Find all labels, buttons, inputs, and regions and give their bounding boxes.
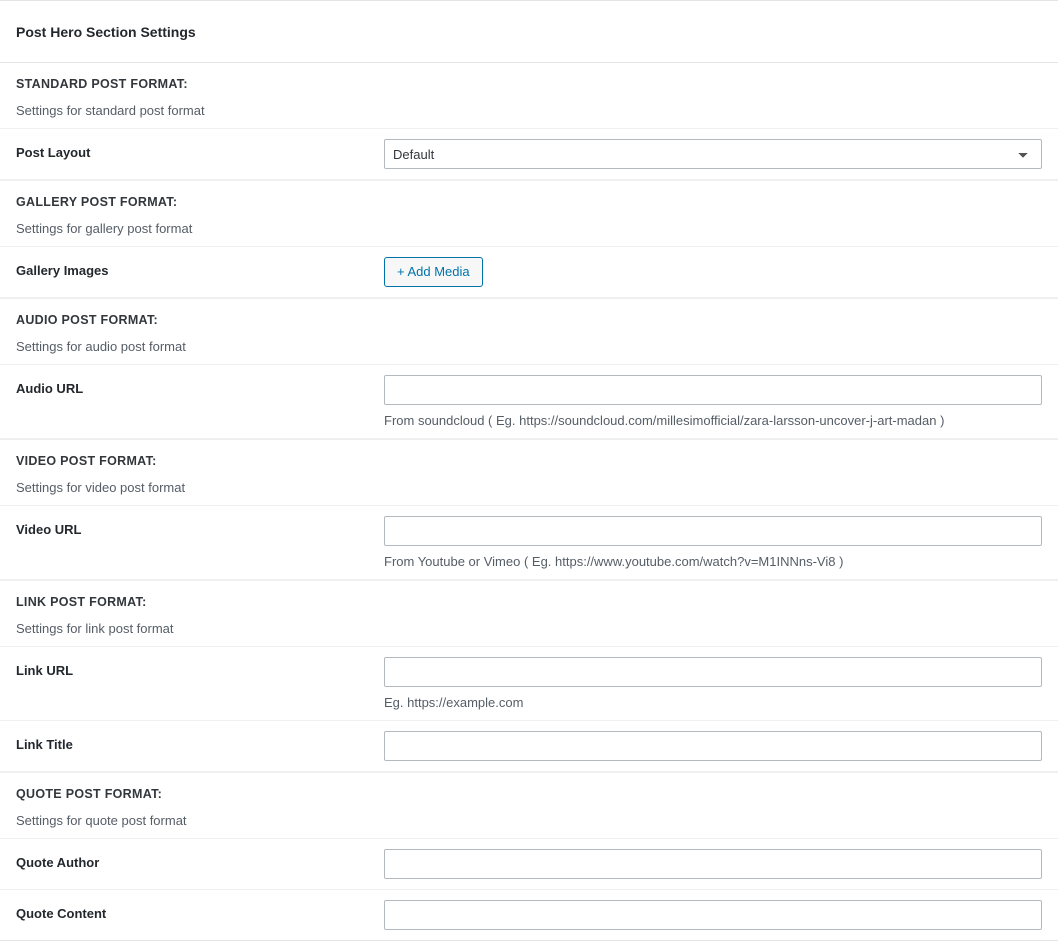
link-url-input[interactable] <box>384 657 1042 687</box>
label-post-layout: Post Layout <box>16 145 91 160</box>
help-audio-url: From soundcloud ( Eg. https://soundcloud.com/millesimofficial/zara-larsson-uncover-j-art-madan ) <box>384 413 945 428</box>
panel-header <box>0 1 1058 63</box>
label-video-url: Video URL <box>16 522 82 537</box>
section-description-audio: Settings for audio post format <box>0 333 1058 365</box>
control-video-url <box>384 516 1058 569</box>
section-description-quote: Settings for quote post format <box>0 807 1058 839</box>
control-audio-url <box>384 375 1058 428</box>
control-link-url <box>384 657 1058 710</box>
section-heading-standard: STANDARD POST FORMAT: <box>16 77 188 91</box>
label-link-url: Link URL <box>16 663 74 678</box>
section-description-link: Settings for link post format <box>0 615 1058 647</box>
field-row-quote-content <box>0 890 1058 940</box>
section-description-gallery: Settings for gallery post format <box>0 215 1058 247</box>
control-quote-author <box>384 849 1058 879</box>
field-row-gallery-images <box>0 247 1058 298</box>
label-quote-content: Quote Content <box>16 906 107 921</box>
section-heading-audio: AUDIO POST FORMAT: <box>0 298 1058 333</box>
control-gallery-images <box>384 257 1058 287</box>
section-heading-video: VIDEO POST FORMAT: <box>0 439 1058 474</box>
field-row-link-title <box>0 721 1058 772</box>
page-title: Post Hero Section Settings <box>16 23 196 40</box>
add-media-button[interactable]: + Add Media <box>384 257 483 287</box>
post-layout-select[interactable] <box>384 139 1042 169</box>
label-audio-url: Audio URL <box>16 381 84 396</box>
section-description-standard: Settings for standard post format <box>0 97 1058 129</box>
label-quote-author: Quote Author <box>16 855 100 870</box>
section-heading-gallery: GALLERY POST FORMAT: <box>0 180 1058 215</box>
control-link-title <box>384 731 1058 761</box>
field-row-post-layout <box>0 129 1058 180</box>
section-heading-link: LINK POST FORMAT: <box>0 580 1058 615</box>
video-url-input[interactable] <box>384 516 1042 546</box>
field-row-audio-url <box>0 365 1058 439</box>
help-video-url: From Youtube or Vimeo ( Eg. https://www.youtube.com/watch?v=M1INNns-Vi8 ) <box>384 554 844 569</box>
section-description-video: Settings for video post format <box>0 474 1058 506</box>
section-heading-quote: QUOTE POST FORMAT: <box>0 772 1058 807</box>
field-row-quote-author <box>0 839 1058 890</box>
link-title-input[interactable] <box>384 731 1042 761</box>
audio-url-input[interactable] <box>384 375 1042 405</box>
quote-author-input[interactable] <box>384 849 1042 879</box>
label-gallery-images: Gallery Images <box>16 263 109 278</box>
control-quote-content <box>384 900 1058 930</box>
label-link-title: Link Title <box>16 737 73 752</box>
quote-content-input[interactable] <box>384 900 1042 930</box>
field-row-link-url <box>0 647 1058 721</box>
help-link-url: Eg. https://example.com <box>384 695 524 710</box>
control-post-layout <box>384 139 1058 169</box>
field-row-video-url <box>0 506 1058 580</box>
